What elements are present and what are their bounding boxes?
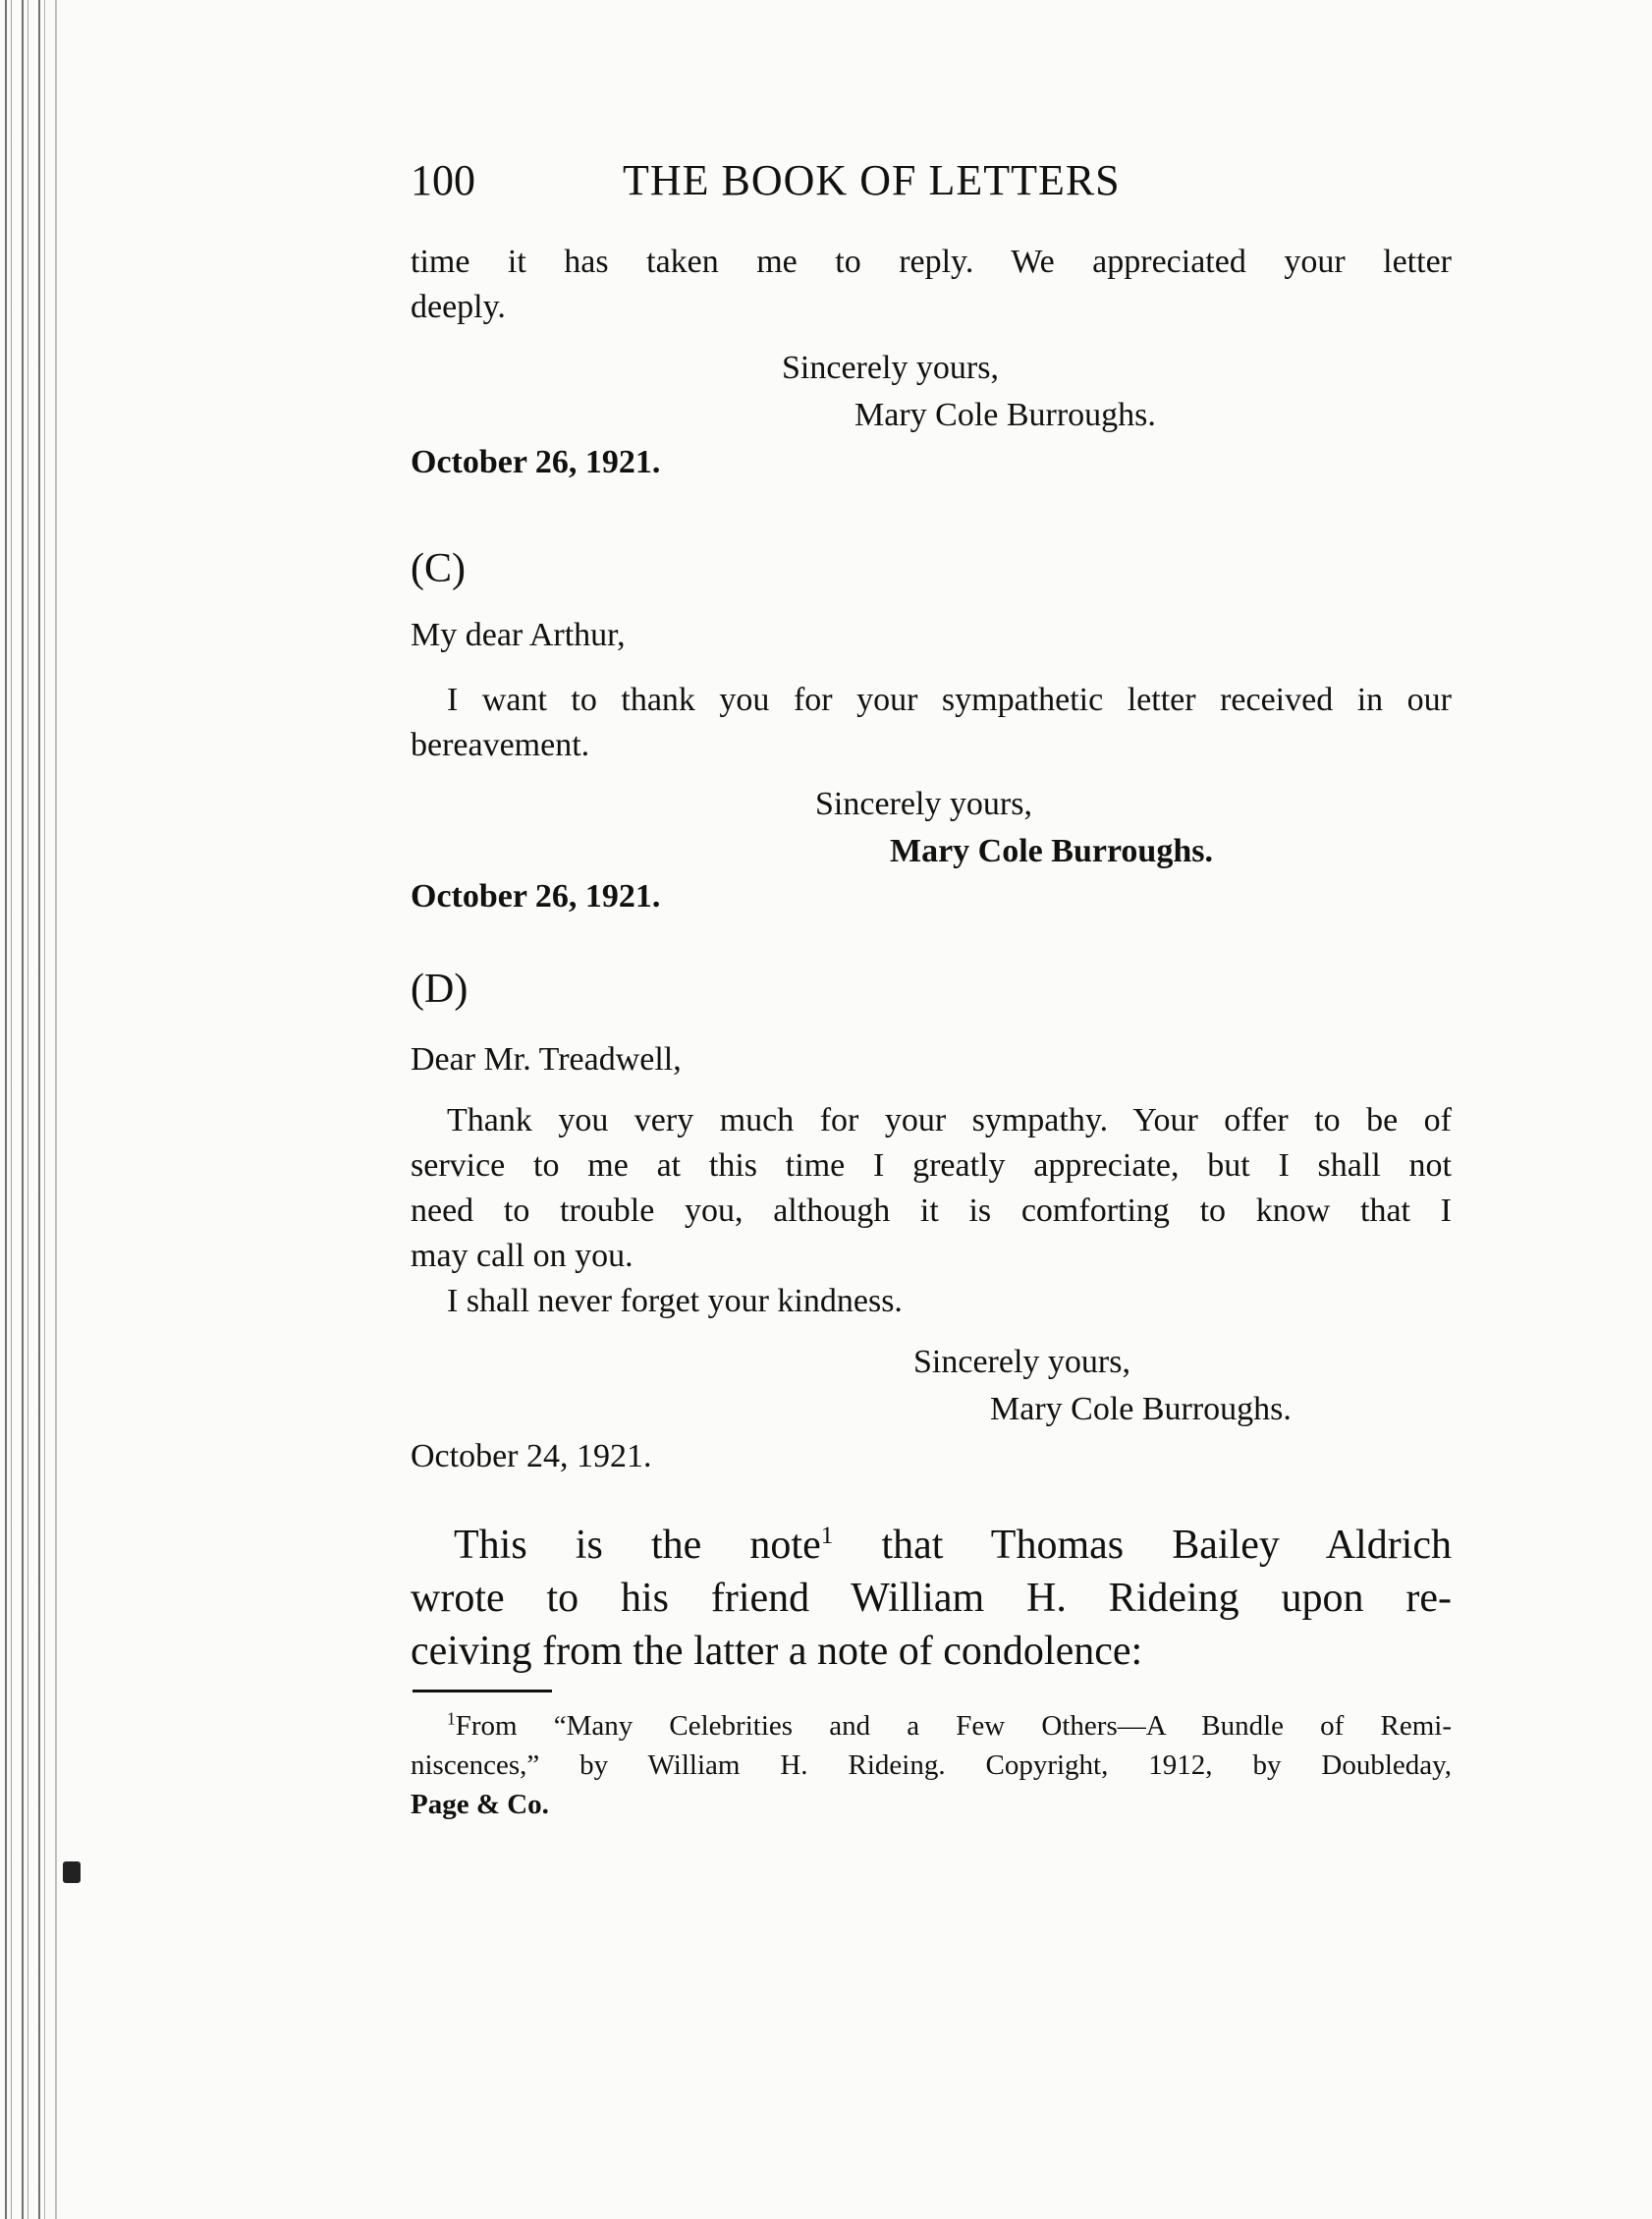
letter-c-heading: (C) [411,546,466,591]
page-number: 100 [411,156,475,204]
letter-d-line-1: Thank you very much for your sympathy. Your offer to be of [447,1102,1452,1138]
letter-b-closing: Sincerely yours, [782,350,999,386]
letter-d-signature: Mary Cole Burroughs. [990,1391,1292,1427]
letter-b-signature: Mary Cole Burroughs. [854,397,1156,433]
letter-d-line-5: I shall never forget your kindness. [447,1283,903,1319]
letter-d-date: October 24, 1921. [411,1438,652,1474]
letter-c-line-1: I want to thank you for your sympathetic letter received in our [447,682,1452,718]
letter-d-line-3: need to trouble you, although it is comforting to know that I [411,1193,1452,1229]
letter-c-signature: Mary Cole Burroughs. [890,833,1213,869]
commentary-line-2: wrote to his friend William H. Rideing upon re- [411,1576,1452,1621]
commentary-line-1 [454,1519,1452,1572]
letter-d-line-2: service to me at this time I greatly appreciate, but I shall not [411,1147,1452,1184]
footnote-text: From “Many Celebrities and a Few Others—A Bundle of Remi- [455,1710,1452,1742]
letter-c-closing: Sincerely yours, [815,786,1032,822]
footnote-marker: 1 [447,1708,456,1729]
book-title: THE BOOK OF LETTERS [623,156,1121,204]
letter-d-salutation: Dear Mr. Treadwell, [411,1041,682,1078]
letter-d-closing: Sincerely yours, [913,1344,1130,1380]
footnote-line-2: niscences,” by William H. Rideing. Copyright, 1912, by Doubleday, [411,1749,1452,1781]
letter-b-line-1: time it has taken me to reply. We appreciated your letter [411,244,1452,280]
running-head [411,155,1236,214]
letter-b-date: October 26, 1921. [411,444,661,480]
commentary-text: This is the note [454,1523,821,1568]
commentary-text: that Thomas Bailey Aldrich [833,1523,1452,1568]
footnote-line-1 [447,1707,1452,1745]
commentary-line-3: ceiving from the latter a note of condolence: [411,1629,1143,1674]
footnote-reference[interactable]: 1 [820,1523,834,1549]
ink-mark [63,1861,81,1883]
letter-c-date: October 26, 1921. [411,878,661,915]
binding-shadow [39,0,69,2219]
letter-d-heading: (D) [411,967,468,1012]
letter-c-salutation: My dear Arthur, [411,617,626,653]
letter-c-line-2: bereavement. [411,727,590,763]
letter-d-line-4: may call on you. [411,1238,633,1274]
footnote-rule [413,1690,552,1692]
footnote-line-3: Page & Co. [411,1789,549,1820]
letter-b-line-2: deeply. [411,289,506,325]
